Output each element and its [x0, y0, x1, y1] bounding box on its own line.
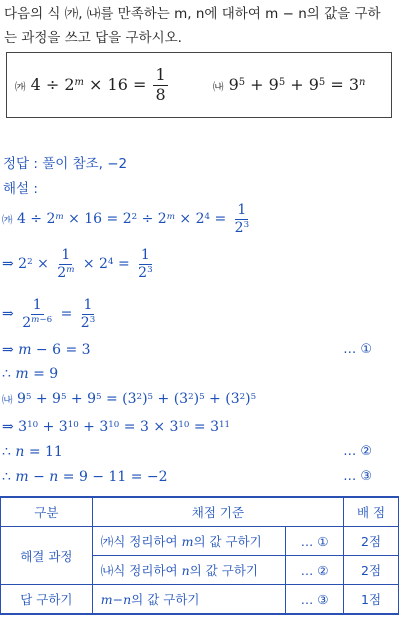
category-cell: 해결 과정 — [1, 527, 93, 585]
explanation-label: 해설 : — [3, 181, 38, 197]
solution-step-9: ∴ m − n = 9 − 11 = −2 — [2, 469, 168, 485]
mark-cell: … ② — [286, 556, 344, 585]
solution-step-8: ∴ n = 11 — [2, 444, 63, 460]
condition-ga: ㈎ $4 \div 2^m \times 16$ = $\frac{1}{8}$ — [15, 65, 166, 104]
solution-mark-2: … ② — [343, 444, 372, 459]
grading-table — [0, 496, 399, 615]
table-row — [1, 585, 399, 615]
problem-line-2: 는 과정을 쓰고 답을 구하시오. — [4, 30, 182, 46]
answer-heading: 정답 : 풀이 참조, −2 — [3, 156, 128, 172]
score-cell: 2점 — [344, 556, 399, 585]
solution-step-6: ㈏ $9^5 + 9^5 + 9^5 = (3^2)^5 + (3^2)^5 + (3^2)^5$ — [2, 391, 257, 407]
solution-step-1: ㈎ $4 \div 2^m \times 16 = 2^2 \div 2^m \times 2^4$ = $\frac{1}{2^3}$ — [2, 202, 250, 236]
grading-header-row — [1, 497, 399, 527]
solution-step-2: ⇒ $2^2$ × $\frac{1}{2^m}$ × $2^4$ = $\frac{1}{2^3}$ — [2, 247, 153, 281]
solution-step-5: ∴ m = 9 — [2, 366, 59, 382]
condition-na: ㈏ $9^5 + 9^5 + 9^5 = 3^n$ — [213, 75, 366, 94]
header-category: 구분 — [1, 497, 93, 527]
problem-line-1: 다음의 식 ㈎, ㈏를 만족하는 m, n에 대하여 m − n의 값을 구하 — [4, 6, 381, 22]
criterion-cell: ㈏식 정리하여 n의 값 구하기 — [92, 556, 285, 585]
score-cell: 1점 — [344, 585, 399, 615]
mark-cell: … ③ — [286, 585, 344, 615]
header-criteria: 채점 기준 — [92, 497, 343, 527]
solution-step-4: ⇒ m − 6 = 3 — [2, 342, 91, 358]
header-score: 배 점 — [344, 497, 399, 527]
score-cell: 2점 — [344, 527, 399, 556]
criterion-cell: ㈎식 정리하여 m의 값 구하기 — [92, 527, 285, 556]
table-row — [1, 527, 399, 556]
criterion-cell: m−n의 값 구하기 — [92, 585, 285, 615]
solution-step-3: ⇒ $\frac{1}{2^{m-6}}$ = $\frac{1}{2^3}$ — [2, 297, 96, 331]
solution-mark-3: … ③ — [343, 469, 372, 484]
solution-mark-1: … ① — [343, 342, 372, 357]
mark-cell: … ① — [286, 527, 344, 556]
solution-step-7: ⇒ $3^{10} + 3^{10} + 3^{10} = 3 \times 3^{10} = 3^{11}$ — [2, 419, 231, 435]
category-cell: 답 구하기 — [1, 585, 93, 615]
